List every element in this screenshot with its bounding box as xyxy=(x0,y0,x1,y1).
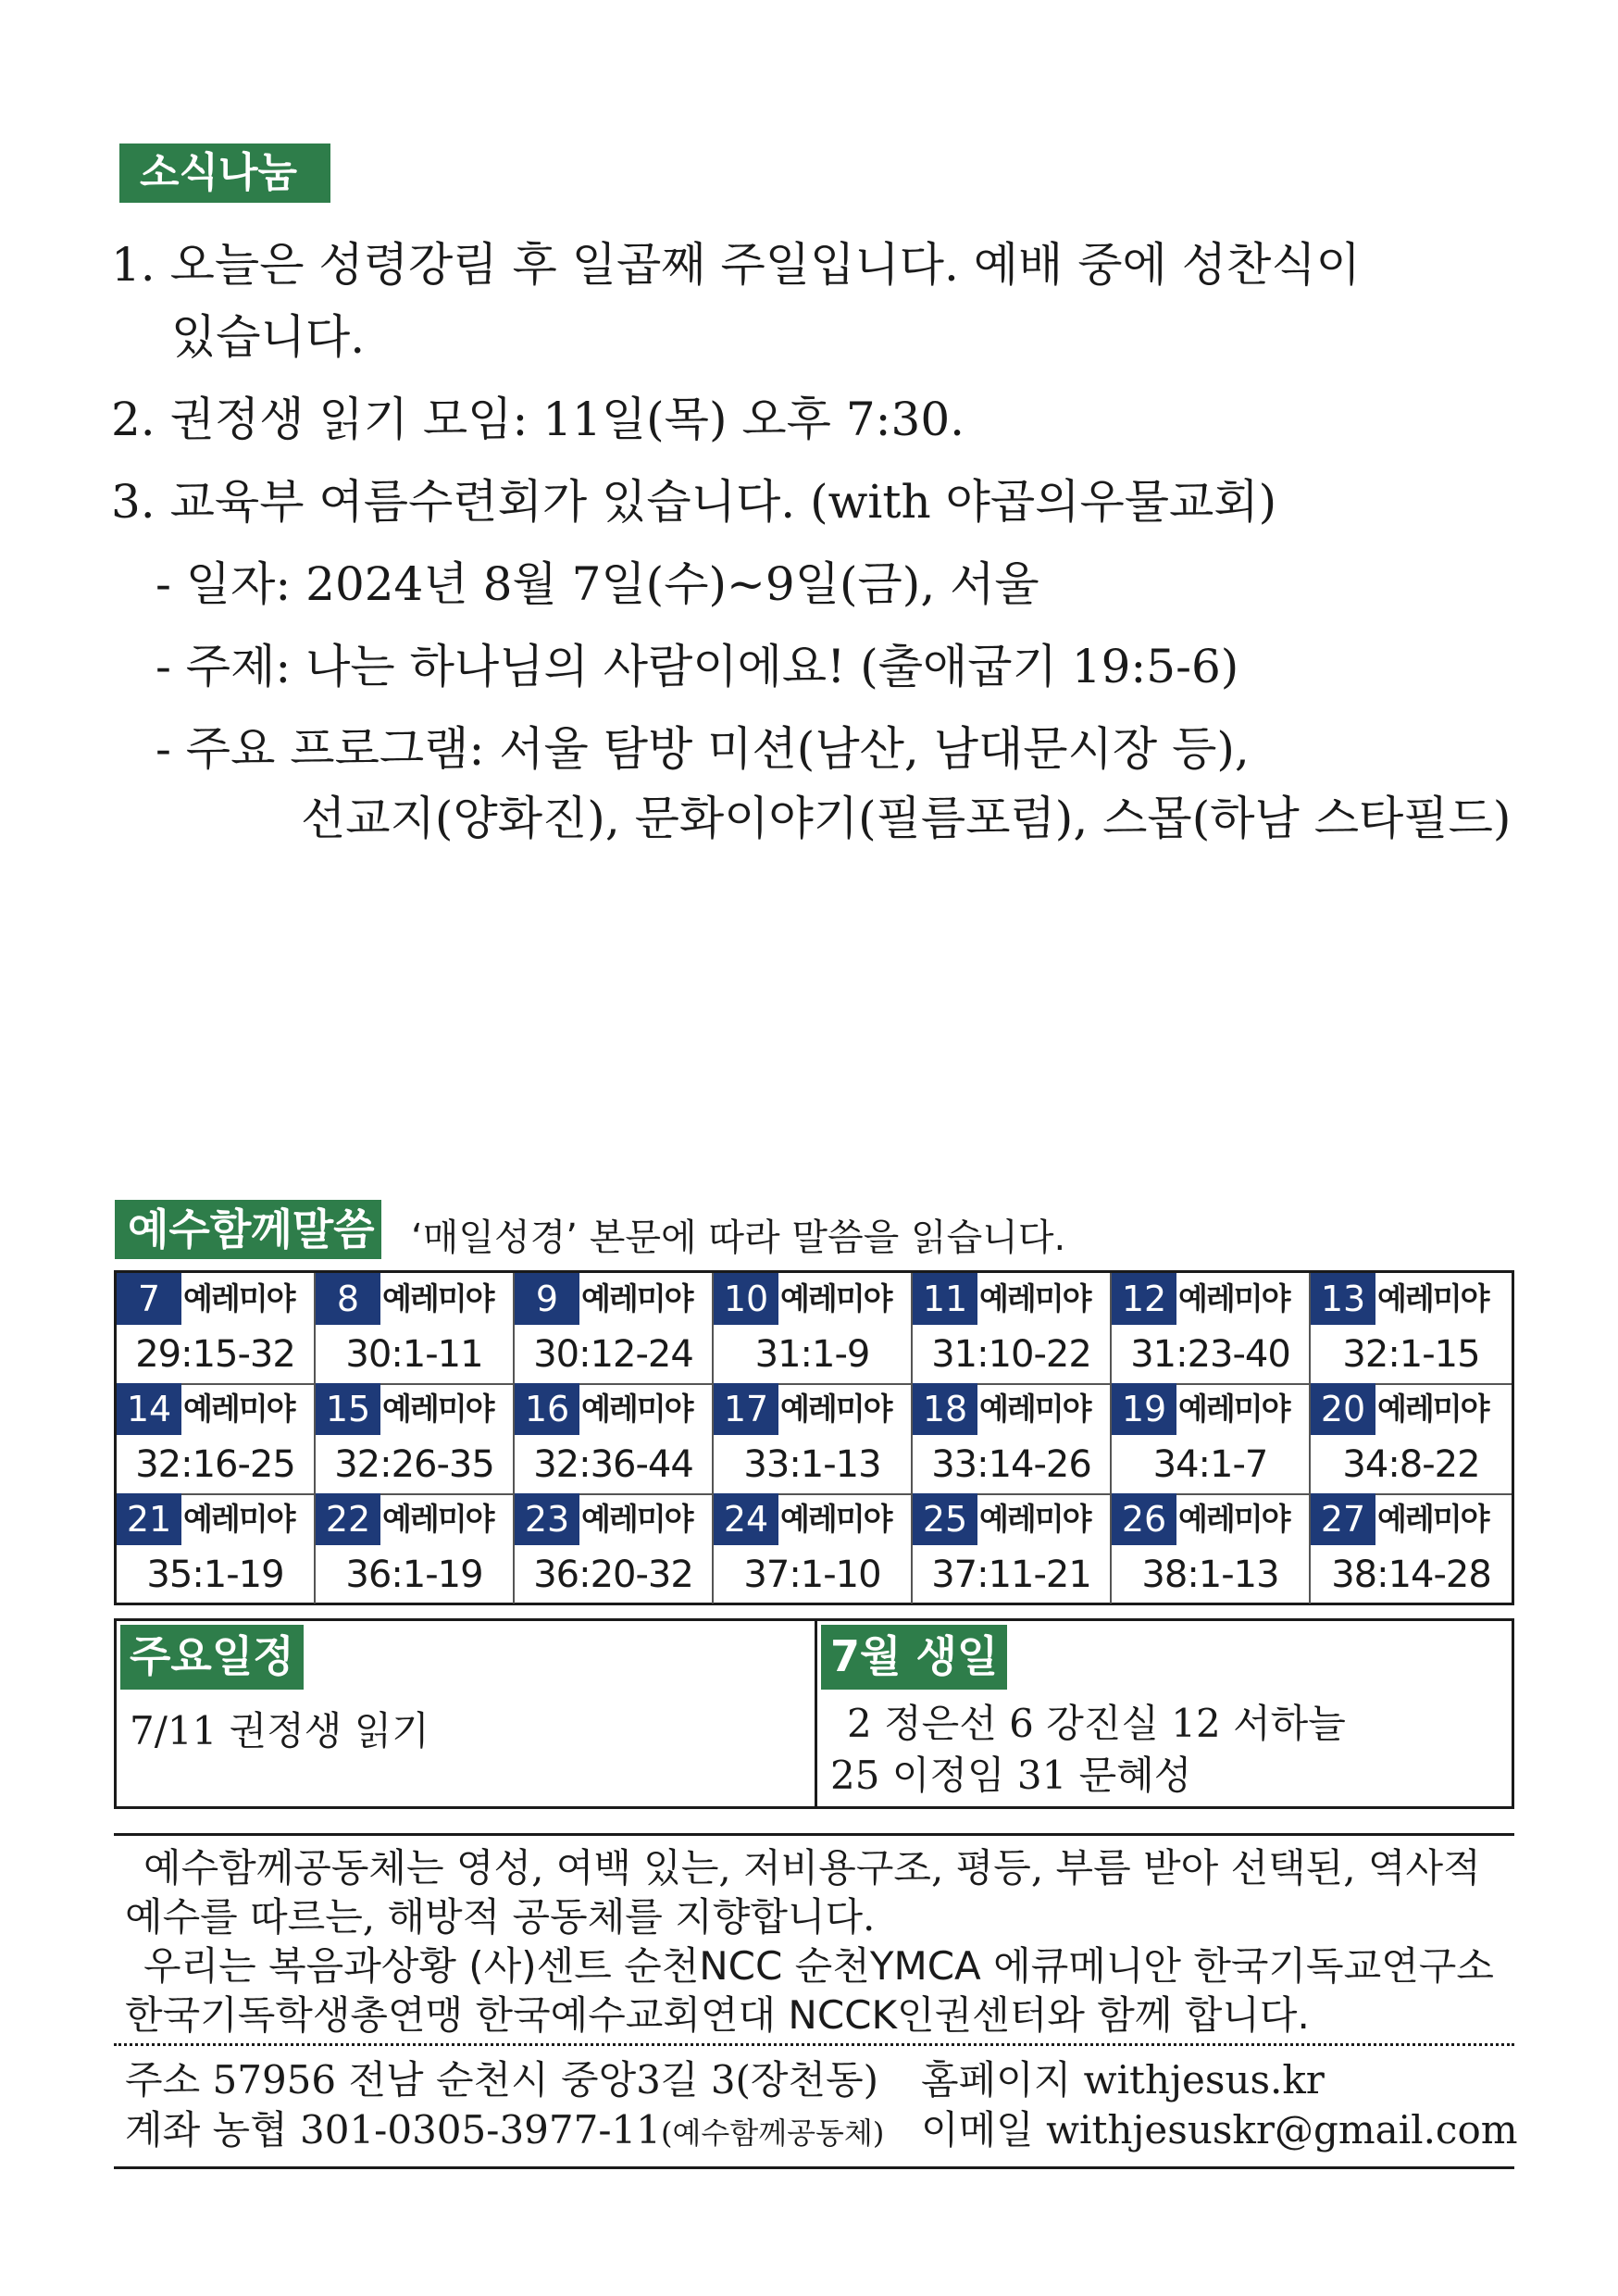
reading-cell xyxy=(913,1273,1112,1383)
reading-day-badge: 24 xyxy=(714,1493,778,1545)
reading-cell xyxy=(714,1493,913,1603)
reading-book: 예레미야 xyxy=(183,1391,294,1427)
account-holder: (예수함께공동체) xyxy=(660,2115,885,2151)
birthday-title: 7월 생일 xyxy=(821,1625,1007,1690)
reading-book: 예레미야 xyxy=(183,1501,294,1537)
divider-bottom xyxy=(114,2166,1514,2169)
reading-book: 예레미야 xyxy=(780,1391,891,1427)
reading-day-badge: 25 xyxy=(913,1493,977,1545)
reading-book: 예레미야 xyxy=(183,1280,294,1316)
email-label: 이메일 xyxy=(921,2107,1034,2152)
reading-reference: 34:1-7 xyxy=(1152,1443,1268,1486)
address-value: 57956 전남 순천시 중앙3길 3(장천동) xyxy=(212,2057,879,2103)
reading-day-badge: 22 xyxy=(316,1493,380,1545)
reading-day-badge: 13 xyxy=(1311,1273,1375,1325)
homepage-row xyxy=(921,2057,1325,2103)
reading-reference: 31:1-9 xyxy=(754,1333,870,1376)
reading-row xyxy=(117,1273,1512,1385)
account-value: 농협 301-0305-3977-11 xyxy=(212,2107,661,2152)
reading-cell xyxy=(1311,1493,1512,1603)
news-section-title: 소식나눔 xyxy=(119,144,330,203)
reading-book: 예레미야 xyxy=(382,1391,493,1427)
reading-cell xyxy=(515,1493,714,1603)
reading-cell xyxy=(316,1383,515,1493)
reading-day-badge: 19 xyxy=(1112,1383,1176,1435)
reading-book: 예레미야 xyxy=(581,1501,692,1537)
divider-top xyxy=(114,1833,1514,1836)
email-value[interactable]: withjesuskr@gmail.com xyxy=(1046,2107,1518,2152)
reading-day-badge: 11 xyxy=(913,1273,977,1325)
reading-cell xyxy=(117,1273,316,1383)
schedule-item: 7/11 권정생 읽기 xyxy=(130,1708,429,1753)
account-label: 계좌 xyxy=(125,2107,201,2152)
reading-cell xyxy=(714,1383,913,1493)
account-row xyxy=(125,2107,885,2152)
word-caption: ‘매일성경’ 본문에 따라 말씀을 읽습니다. xyxy=(411,1217,1066,1259)
reading-day-badge: 9 xyxy=(515,1273,579,1325)
news-item-3-date: - 일자: 2024년 8월 7일(수)~9일(금), 서울 xyxy=(156,557,1039,611)
address-label: 주소 xyxy=(125,2057,201,2103)
news-item-3: 3. 교육부 여름수련회가 있습니다. (with 야곱의우물교회) xyxy=(111,475,1277,529)
reading-cell xyxy=(1311,1273,1512,1383)
reading-book: 예레미야 xyxy=(1178,1501,1289,1537)
reading-reference: 30:12-24 xyxy=(533,1333,693,1376)
news-item-1-cont: 있습니다. xyxy=(171,310,366,364)
schedule-box xyxy=(114,1618,817,1809)
reading-reference: 31:10-22 xyxy=(931,1333,1091,1376)
reading-cell xyxy=(1311,1383,1512,1493)
reading-row xyxy=(117,1383,1512,1495)
reading-book: 예레미야 xyxy=(581,1280,692,1316)
reading-reference: 32:1-15 xyxy=(1342,1333,1480,1376)
reading-cell xyxy=(515,1273,714,1383)
reading-reference: 37:11-21 xyxy=(931,1554,1091,1596)
homepage-label: 홈페이지 xyxy=(921,2057,1072,2103)
reading-reference: 35:1-19 xyxy=(146,1554,284,1596)
reading-book: 예레미야 xyxy=(979,1280,1090,1316)
reading-reference: 31:23-40 xyxy=(1130,1333,1290,1376)
news-item-3-program-cont: 선교지(양화진), 문화이야기(필름포럼), 스몹(하남 스타필드) xyxy=(301,792,1512,845)
email-row xyxy=(921,2107,1518,2152)
news-item-3-program: - 주요 프로그램: 서울 탐방 미션(남산, 남대문시장 등), xyxy=(156,722,1250,776)
birthday-box xyxy=(815,1618,1514,1809)
address-row xyxy=(125,2057,879,2103)
reading-day-badge: 7 xyxy=(117,1273,181,1325)
reading-cell xyxy=(714,1273,913,1383)
reading-day-badge: 12 xyxy=(1112,1273,1176,1325)
reading-reference: 32:26-35 xyxy=(334,1443,494,1486)
reading-reference: 38:1-13 xyxy=(1141,1554,1279,1596)
reading-reference: 33:14-26 xyxy=(931,1443,1091,1486)
news-item-3-theme: - 주제: 나는 하나님의 사람이에요! (출애굽기 19:5-6) xyxy=(156,640,1239,693)
reading-cell xyxy=(913,1493,1112,1603)
reading-day-badge: 20 xyxy=(1311,1383,1375,1435)
news-item-1: 1. 오늘은 성령강림 후 일곱째 주일입니다. 예배 중에 성찬식이 xyxy=(111,238,1361,292)
homepage-value[interactable]: withjesus.kr xyxy=(1083,2057,1325,2103)
vision-line-2: 예수를 따르는, 해방적 공동체를 지향합니다. xyxy=(125,1894,876,1940)
word-section-title: 예수함께말씀 xyxy=(115,1200,381,1259)
reading-cell xyxy=(515,1383,714,1493)
reading-day-badge: 23 xyxy=(515,1493,579,1545)
reading-reference: 32:16-25 xyxy=(135,1443,295,1486)
reading-day-badge: 10 xyxy=(714,1273,778,1325)
news-item-2: 2. 권정생 읽기 모임: 11일(목) 오후 7:30. xyxy=(111,393,965,446)
reading-reference: 34:8-22 xyxy=(1342,1443,1480,1486)
reading-cell xyxy=(316,1493,515,1603)
reading-book: 예레미야 xyxy=(382,1501,493,1537)
reading-day-badge: 14 xyxy=(117,1383,181,1435)
reading-day-badge: 18 xyxy=(913,1383,977,1435)
reading-day-badge: 15 xyxy=(316,1383,380,1435)
reading-reference: 36:20-32 xyxy=(533,1554,693,1596)
schedule-title: 주요일정 xyxy=(120,1625,304,1690)
reading-cell xyxy=(117,1383,316,1493)
reading-book: 예레미야 xyxy=(780,1280,891,1316)
reading-book: 예레미야 xyxy=(1178,1280,1289,1316)
reading-reference: 32:36-44 xyxy=(533,1443,693,1486)
birthday-line-1: 2 정은선 6 강진실 12 서하늘 xyxy=(847,1701,1346,1746)
reading-reference: 29:15-32 xyxy=(135,1333,295,1376)
reading-cell xyxy=(1112,1493,1311,1603)
reading-reference: 37:1-10 xyxy=(743,1554,881,1596)
reading-cell xyxy=(117,1493,316,1603)
reading-book: 예레미야 xyxy=(1377,1391,1488,1427)
reading-book: 예레미야 xyxy=(1178,1391,1289,1427)
reading-day-badge: 16 xyxy=(515,1383,579,1435)
reading-row xyxy=(117,1493,1512,1603)
partners-line-1: 우리는 복음과상황 (사)센트 순천NCC 순천YMCA 에큐메니안 한국기독교연구소 xyxy=(143,1943,1494,1989)
reading-reference: 30:1-11 xyxy=(345,1333,483,1376)
reading-reference: 38:14-28 xyxy=(1331,1554,1491,1596)
reading-book: 예레미야 xyxy=(979,1501,1090,1537)
reading-book: 예레미야 xyxy=(1377,1501,1488,1537)
birthday-line-2: 25 이정임 31 문혜성 xyxy=(830,1753,1192,1798)
reading-book: 예레미야 xyxy=(780,1501,891,1537)
reading-cell xyxy=(913,1383,1112,1493)
reading-day-badge: 27 xyxy=(1311,1493,1375,1545)
reading-day-badge: 21 xyxy=(117,1493,181,1545)
divider-dotted xyxy=(114,2043,1514,2046)
reading-book: 예레미야 xyxy=(382,1280,493,1316)
reading-cell xyxy=(1112,1273,1311,1383)
reading-book: 예레미야 xyxy=(581,1391,692,1427)
bible-reading-table xyxy=(114,1270,1514,1605)
reading-book: 예레미야 xyxy=(979,1391,1090,1427)
reading-book: 예레미야 xyxy=(1377,1280,1488,1316)
reading-reference: 36:1-19 xyxy=(345,1554,483,1596)
partners-line-2: 한국기독학생총연맹 한국예수교회연대 NCCK인권센터와 함께 합니다. xyxy=(125,1992,1310,2038)
reading-cell xyxy=(316,1273,515,1383)
reading-reference: 33:1-13 xyxy=(743,1443,881,1486)
reading-cell xyxy=(1112,1383,1311,1493)
reading-day-badge: 26 xyxy=(1112,1493,1176,1545)
reading-day-badge: 17 xyxy=(714,1383,778,1435)
vision-line-1: 예수함께공동체는 영성, 여백 있는, 저비용구조, 평등, 부름 받아 선택된, 역사적 xyxy=(143,1845,1481,1890)
reading-day-badge: 8 xyxy=(316,1273,380,1325)
